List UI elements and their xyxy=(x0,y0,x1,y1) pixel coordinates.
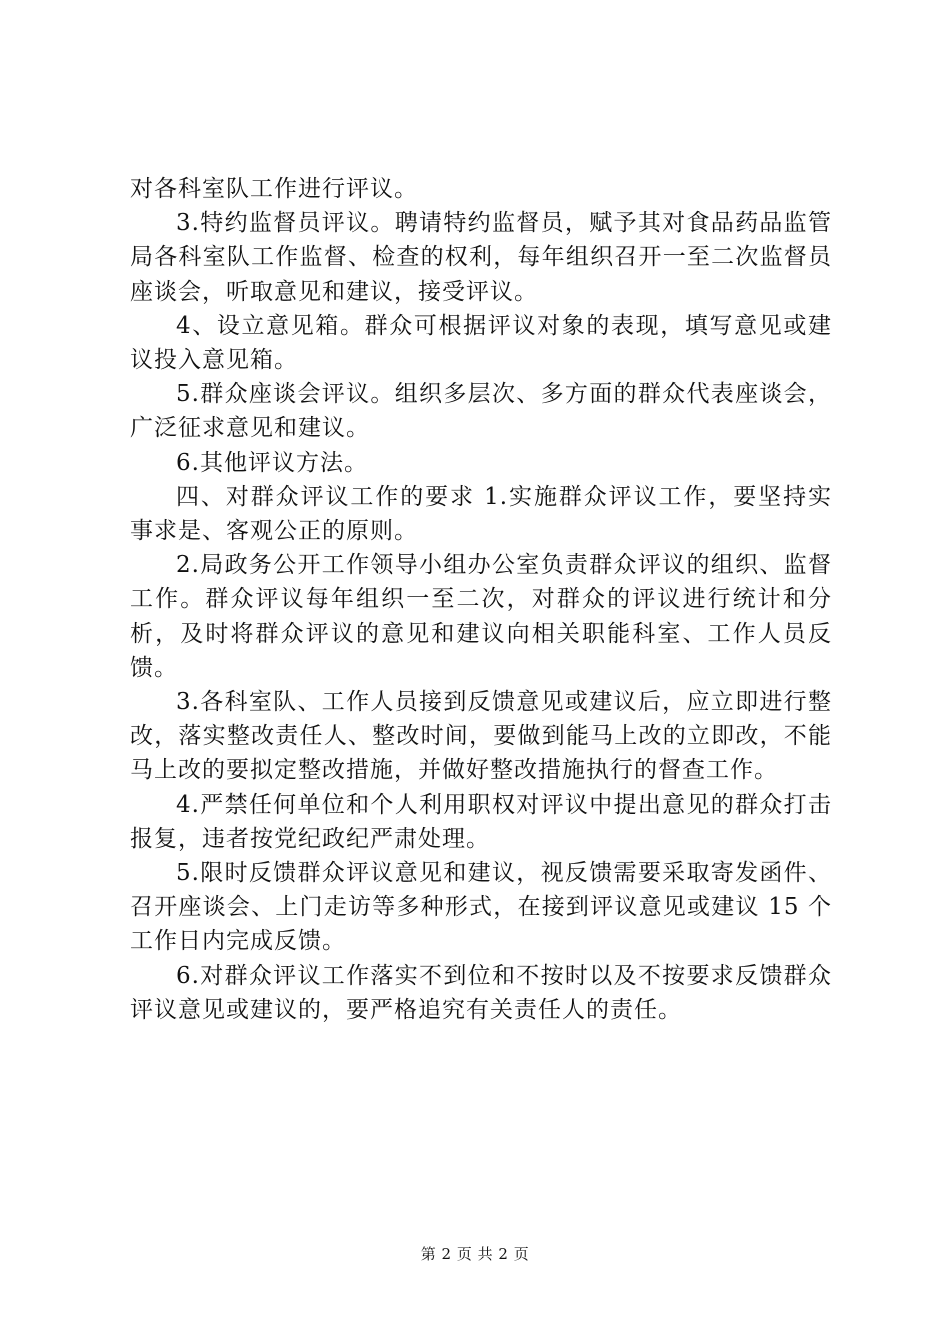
paragraph-requirement-3: 3.各科室队、工作人员接到反馈意见或建议后，应立即进行整改，落实整改责任人、整改时间，要做到能马上改的立即改，不能马上改的要拟定整改措施，并做好整改措施执行的督查工作。 xyxy=(130,689,832,784)
paragraph-other-methods: 6.其他评议方法。 xyxy=(176,449,368,476)
paragraph-opinion-box: 4、设立意见箱。群众可根据评议对象的表现，填写意见或建议投入意见箱。 xyxy=(130,312,832,374)
paragraph-requirement-5: 5.限时反馈群众评议意见和建议，视反馈需要采取寄发函件、召开座谈会、上门走访等多种形式，在接到评议意见或建议 15 个工作日内完成反馈。 xyxy=(130,860,832,955)
page-number-footer: 第 2 页 共 2 页 xyxy=(420,1245,530,1263)
paragraph-supervisor-review: 3.特约监督员评议。聘请特约监督员，赋予其对食品药品监管局各科室队工作监督、检查的权利，每年组织召开一至二次监督员座谈会，听取意见和建议，接受评议。 xyxy=(130,210,832,305)
paragraph-requirement-2: 2.局政务公开工作领导小组办公室负责群众评议的组织、监督工作。群众评议每年组织一至二次，对群众的评议进行统计和分析，及时将群众评议的意见和建议向相关职能科室、工作人员反馈。 xyxy=(130,552,832,681)
paragraph-public-forum: 5.群众座谈会评议。组织多层次、多方面的群众代表座谈会，广泛征求意见和建议。 xyxy=(130,381,832,442)
document-body xyxy=(130,172,832,1027)
paragraph-requirement-4: 4.严禁任何单位和个人利用职权对评议中提出意见的群众打击报复，违者按党纪政纪严肃处理。 xyxy=(130,791,832,852)
paragraph-section-four: 四、对群众评议工作的要求 1.实施群众评议工作，要坚持实事求是、客观公正的原则。 xyxy=(130,483,832,545)
paragraph-requirement-6: 6.对群众评议工作落实不到位和不按时以及不按要求反馈群众评议意见或建议的，要严格追究有关责任人的责任。 xyxy=(130,962,832,1023)
paragraph-continuation: 对各科室队工作进行评议。 xyxy=(130,176,418,202)
